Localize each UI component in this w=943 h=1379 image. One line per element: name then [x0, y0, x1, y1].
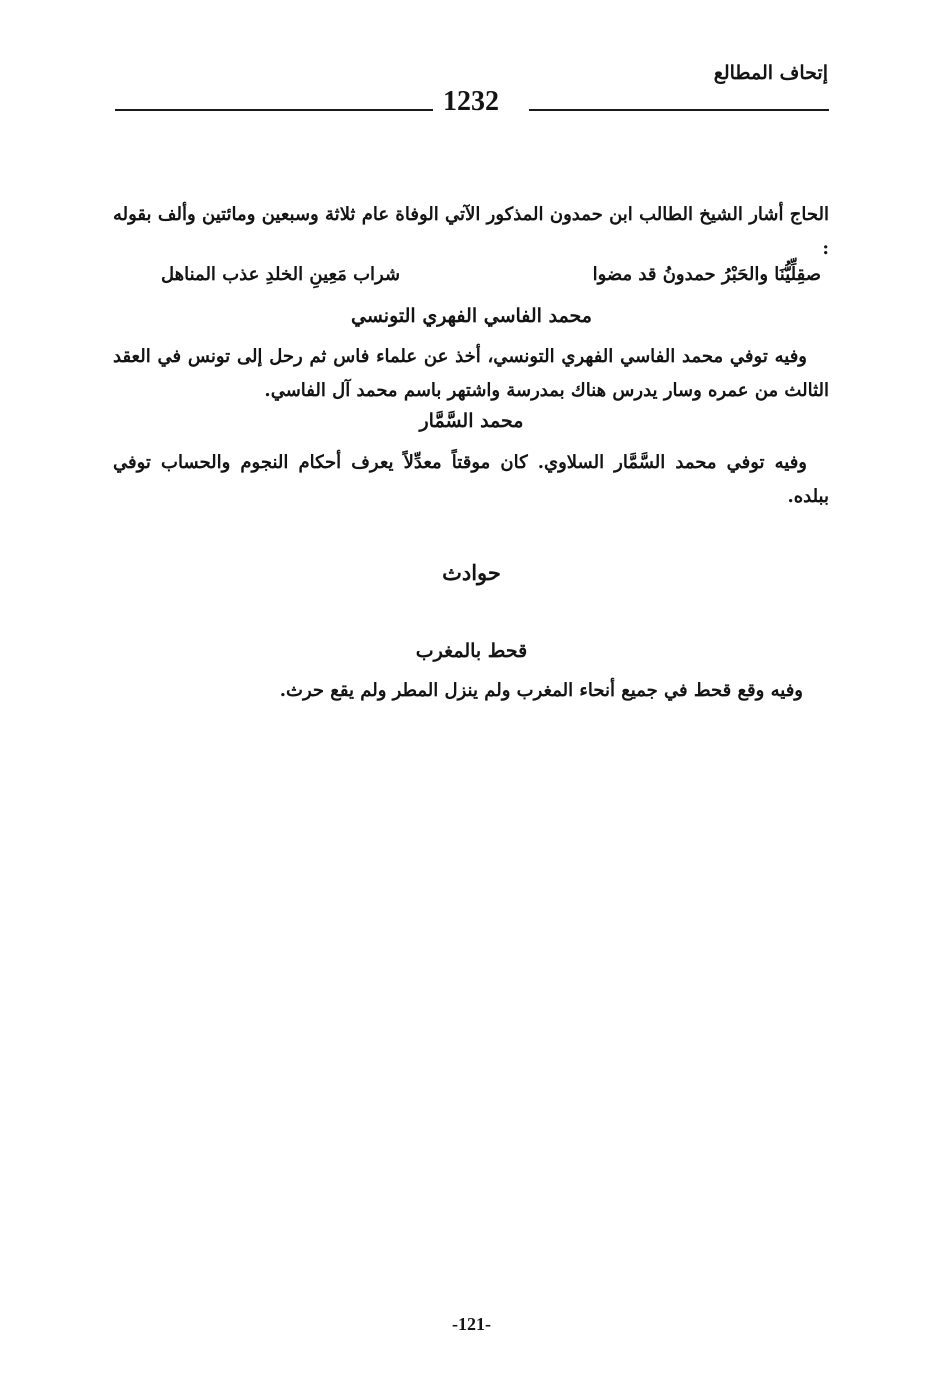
fasi-paragraph: وفيه توفي محمد الفاسي الفهري التونسي، أخذ عن علماء فاس ثم رحل إلى تونس في العقد الثالث من عمره وسار يدرس هناك بمدرسة واشتهر باسم محمد آل الفاسي. [113, 346, 829, 401]
heading-fasi: محمد الفاسي الفهري التونسي [351, 305, 592, 327]
sammar-paragraph: وفيه توفي محمد السَّمَّار السلاوي. كان موقتاً معدِّلاً يعرف أحكام النجوم والحساب توفي ببلده. [113, 452, 829, 507]
poem-verse [161, 264, 821, 285]
poem-second-hemistich: شراب مَعِينِ الخلدِ عذب المناهل [161, 264, 401, 285]
running-title: إتحاف المطالع [713, 62, 828, 84]
drought-paragraph: وفيه وقع قحط في جميع أنحاء المغرب ولم ينزل المطر ولم يقع حرث. [279, 680, 803, 701]
intro-paragraph: الحاج أشار الشيخ الطالب ابن حمدون المذكور الآتي الوفاة عام ثلاثة وسبعين ومائتين وألف بقوله : [113, 204, 829, 259]
header-rule-left [115, 109, 433, 111]
poem-first-hemistich: صقِلِّيُّنَا والحَبْرُ حمدونُ قد مضوا [592, 264, 821, 285]
heading-sammar: محمد السَّمَّار [419, 410, 524, 432]
page-number: -121- [452, 1314, 491, 1334]
section-title: حوادث [442, 560, 501, 585]
year-heading: 1232 [443, 86, 499, 117]
heading-drought: قحط بالمغرب [415, 640, 528, 662]
header-rule-right [529, 109, 829, 111]
